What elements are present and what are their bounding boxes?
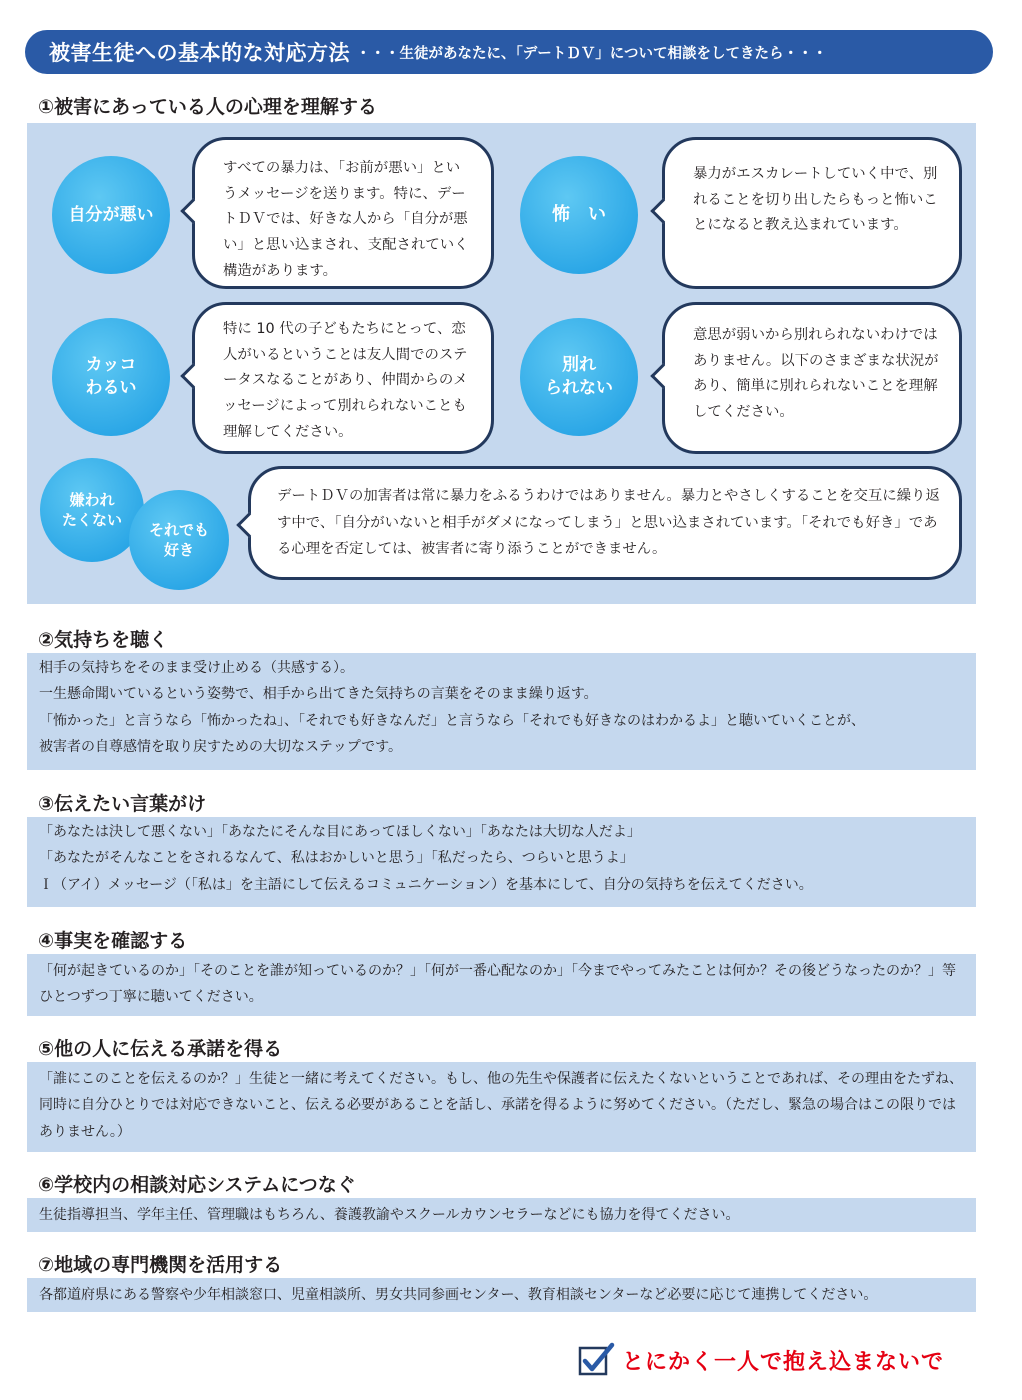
section-3-title: ③伝えたい言葉がけ [38,793,207,815]
circle-label-line: 嫌われ [69,490,115,509]
circle-label-line: 自分が悪い [68,204,154,225]
footer-text: とにかく一人で抱え込まないで [622,1349,945,1375]
section-3-band [27,817,976,907]
circle-label-line: 別れ [562,355,596,376]
bubble-text: 意思が弱いから別れられないわけではありません。以下のさまざまな状況があり、簡単に別れられないことを理解してください。 [693,327,939,420]
speech-bubble-kakko [192,302,494,454]
section-6-band [27,1198,976,1232]
circle-label-line: 怖 い [552,203,606,225]
circle-label-line: わるい [85,378,137,398]
speech-bubble-jibun [192,137,494,289]
bubble-text: 暴力がエスカレートしていく中で、別れることを切り出したらもっと怖いことになると教え込まれています。 [693,166,938,234]
label-circle-wakare [520,318,638,436]
label-circle-kirawaretakunai [40,458,144,562]
section-6-text: 生徒指導担当、学年主任、管理職はもちろん、養護教諭やスクールカウンセラーなどにも協力を得てください。 [39,1207,740,1223]
section-3-line: 「あなたがそんなことをされるなんて、私はおかしいと思う」「私だったら、つらいと思うよ」 [39,850,634,867]
section-2-line: 被害者の自尊感情を取り戻すための大切なステップです。 [39,738,403,755]
bubble-text: すべての暴力は、「お前が悪い」というメッセージを送ります。特に、デートＤＶでは、好きな人から「自分が悪い」と思い込まされ、支配されていく構造があります。 [223,160,469,279]
section-4-band [27,954,976,1016]
section-7-band [27,1278,976,1312]
section-7-title: ⑦地域の専門機関を活用する [38,1254,283,1276]
bubble-text: デートＤＶの加害者は常に暴力をふるうわけではありません。暴力とやさしくすることを交互に繰り返す中で、「自分がいないと相手がダメになってしまう」と思い込まされています。「それでも好き」である心理を否定しては、被害者に寄り添うことができません。 [277,488,940,558]
checkbox-check-icon [578,1342,616,1378]
section-7-text: 各都道府県にある警察や少年相談窓口、児童相談所、男女共同参画センター、教育相談センターなど必要に応じて連携してください。 [39,1287,878,1303]
section-5-title: ⑤他の人に伝える承諾を得る [38,1038,283,1060]
page-subtitle: ・・・生徒があなたに、「デートＤＶ」について相談をしてきたら・・・ [356,45,827,62]
section-3-line: Ｉ（アイ）メッセージ（「私は」を主語にして伝えるコミュニケーション）を基本にして、自分の気持ちを伝えてください。 [39,876,813,893]
section-2-line: 「怖かった」と言うなら「怖かったね」、「それでも好きなんだ」と言うなら「それでも好きなのはわかるよ」と聴いていくことが、 [39,712,865,729]
section-6-title: ⑥学校内の相談対応システムにつなぐ [38,1174,356,1196]
section-4-title: ④事実を確認する [38,930,188,952]
speech-bubble-soredemosuki [248,466,962,580]
section-5-band [27,1062,976,1152]
speech-bubble-kowai [662,137,962,289]
bubble-text: 特に 10 代の子どもたちにとって、恋人がいるということは友人間でのステータスなることがあり、仲間からのメッセージによって別れられないことも理解してください。 [223,321,468,440]
circle-label-line: られない [545,378,613,398]
circle-label-line: たくない [61,511,122,529]
page-title: 被害生徒への基本的な対応方法 [49,41,350,65]
section-2-band [27,653,976,770]
section-2-line: 一生懸命聞いているという姿勢で、相手から出てきた気持ちの言葉をそのまま繰り返す。 [39,686,598,703]
circle-label-line: それでも [148,520,209,539]
section-1-title: ①被害にあっている人の心理を理解する [38,96,377,118]
circle-label-line: 好き [163,541,194,559]
speech-bubble-wakare [662,302,962,454]
section-4-text: 「何が起きているのか」「そのことを誰が知っているのか？」「何が一番心配なのか」「今までやってみたことは何か？その後どうなったのか？」等ひとつずつ丁寧に聴いてください。 [39,963,956,1006]
footer-message [578,1342,944,1378]
page-header [25,30,993,74]
section-2-line: 相手の気持ちをそのまま受け止める（共感する）。 [39,660,354,676]
section-2-title: ②気持ちを聴く [38,629,169,651]
label-circle-kowai [520,156,638,274]
section-3-line: 「あなたは決して悪くない」「あなたにそんな目にあってほしくない」「あなたは大切な人だよ」 [39,824,641,840]
section-5-text: 「誰にこのことを伝えるのか？」生徒と一緒に考えてください。もし、他の先生や保護者に伝えたくないということであれば、その理由をたずね、同時に自分ひとりでは対応できないこと、伝える必要があることを話し、承諾を得るように努めてください。（ただし、緊急の場合はこの限りではありません。） [39,1071,963,1140]
label-circle-kakko [52,318,170,436]
label-circle-soredemosuki [129,490,229,590]
label-circle-jibun [52,156,170,274]
circle-label-line: カッコ [85,355,137,376]
